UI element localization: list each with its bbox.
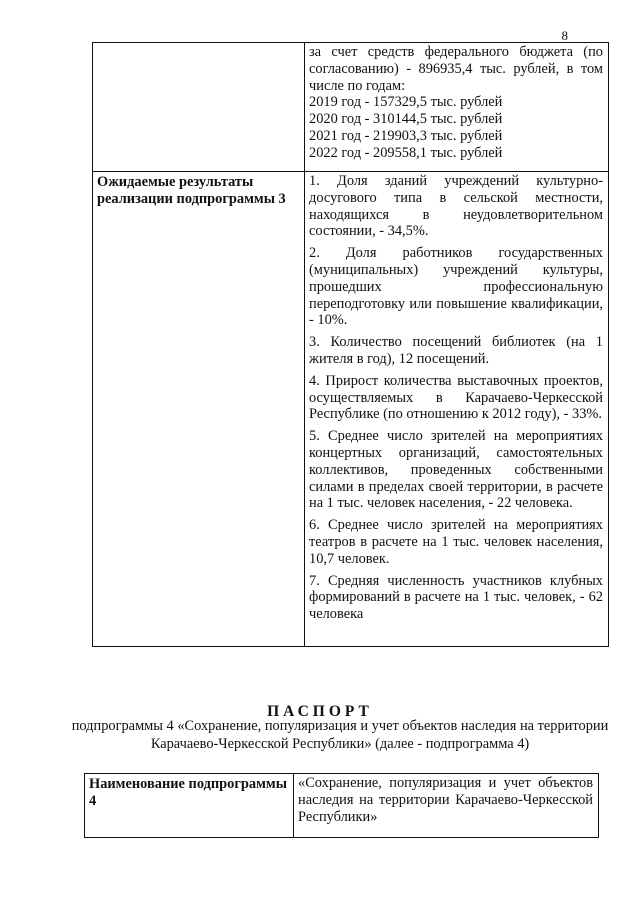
result-item-6: 6. Среднее число зрителей на мероприятиях театров в расчете на 1 тыс. человек населения, 10,7 человек.: [309, 517, 603, 567]
funding-year-2021: 2021 год - 219903,3 тыс. рублей: [309, 127, 503, 144]
funding-label: [93, 43, 304, 45]
subprogram-name-value-cell: [293, 773, 599, 838]
result-item-2: 2. Доля работников государственных (муниципальных) учреждений культуры, прошедших профессиональную переподготовку или повышение квалификации, - 10%.: [309, 245, 603, 329]
results-label-cell: [92, 171, 305, 647]
result-item-7: 7. Средняя численность участников клубных формирований в расчете на 1 тыс. человек, - 62 человека: [309, 572, 603, 623]
funding-year-2020: 2020 год - 310144,5 тыс. рублей: [309, 111, 503, 128]
results-list: [305, 172, 608, 623]
funding-intro: за счет средств федерального бюджета (по согласованию) - 896935,4 тыс. рублей, в том числе по годам:: [309, 44, 603, 94]
subprogram-name-label: Наименование подпрограммы 4: [89, 776, 287, 810]
results-label: Ожидаемые результаты реализации подпрограммы 3: [97, 174, 286, 208]
funding-label-cell: [92, 42, 305, 172]
passport-subtitle: подпрограммы 4 «Сохранение, популяризация и учет объектов наследия на территории Карачаево-Черкесской Республики» (далее - подпрограмма 4): [71, 718, 609, 752]
funding-year-2019: 2019 год - 157329,5 тыс. рублей: [309, 94, 503, 111]
results-value-cell: [304, 171, 609, 647]
funding-value-cell: [304, 42, 609, 172]
result-item-4: 4. Прирост количества выставочных проектов, осуществляемых в Карачаево-Черкесской Республике (по отношению к 2012 году), - 33%.: [309, 372, 603, 423]
result-item-3: 3. Количество посещений библиотек (на 1 жителя в год), 12 посещений.: [309, 334, 603, 367]
result-item-1: 1. Доля зданий учреждений культурно-досугового типа в сельской местности, находящихся в неудовлетворительном состоянии, - 34,5%.: [309, 173, 603, 240]
passport-title: ПАСПОРТ: [267, 703, 373, 720]
funding-year-2022: 2022 год - 209558,1 тыс. рублей: [309, 144, 503, 161]
program-table: [92, 42, 609, 647]
subprogram-name-label-cell: [84, 773, 294, 838]
result-item-5: 5. Среднее число зрителей на мероприятиях концертных организаций, самостоятельных коллективов, проведенных собственными силами в пределах своей территории, в расчете на 1 тыс. человек населения, - 22 человека.: [309, 428, 603, 512]
subprogram-name-value: «Сохранение, популяризация и учет объектов наследия на территории Карачаево-Черкесской Республики»: [298, 775, 593, 825]
subprogram-name-table: [84, 773, 599, 838]
page-number: 8: [561, 28, 568, 43]
funding-text: [305, 43, 608, 162]
